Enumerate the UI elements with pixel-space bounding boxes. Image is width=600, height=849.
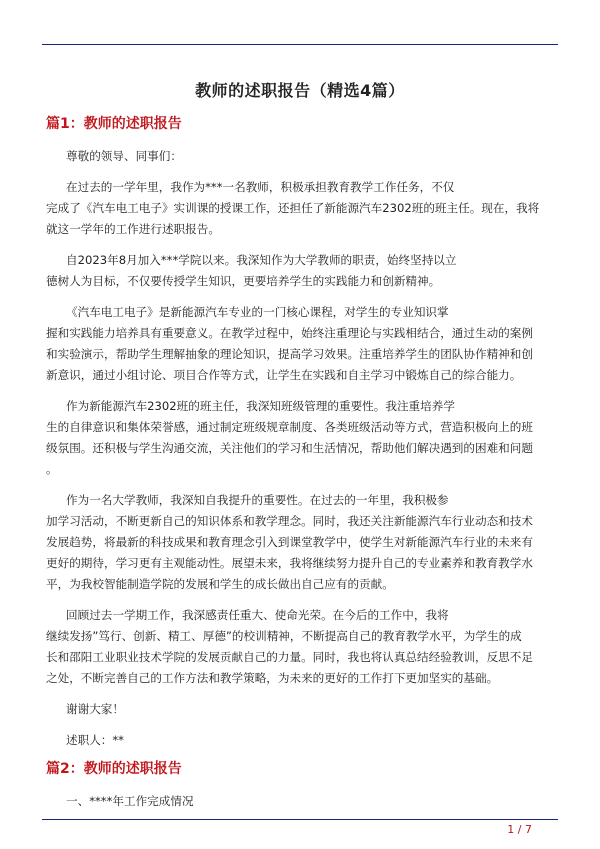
text-line: 发展趋势，将最新的科技成果和教育理念引入到课堂教学中，使学生对新能源汽车行业的未来有 xyxy=(46,535,533,549)
text-line: 自2023年8月加入***学院以来。我深知作为大学教师的职责，始终坚持以立 xyxy=(66,253,457,267)
text-line: 握和实践能力培养具有重要意义。在教学过程中，始终注重理论与实践相结合，通过生动的案例 xyxy=(46,326,533,340)
paragraph xyxy=(46,605,556,689)
text-line: 更好的期待，学习更有主观能动性。展望未来，我将继续努力提升自己的专业素养和教育教学水 xyxy=(46,556,533,570)
paragraph xyxy=(46,302,556,386)
text-line: 完成了《汽车电工电子》实训课的授课工作，还担任了新能源汽车2302班的班主任。现在，我将 xyxy=(46,201,540,215)
header-rule xyxy=(42,44,558,45)
text-line: 德树人为目标，不仅要传授学生知识，更要培养学生的实践能力和创新精神。 xyxy=(46,274,441,288)
signature-paragraph xyxy=(46,730,556,751)
text-line: 作为一名大学教师，我深知自我提升的重要性。在过去的一年里，我积极参 xyxy=(66,493,449,507)
text-line: 长和邵阳工业职业技术学院的发展贡献自己的力量。同时，我也将认真总结经验教训，反思不足 xyxy=(46,650,533,664)
page-number: 1 / 7 xyxy=(507,823,532,836)
text-line: 作为新能源汽车2302班的班主任，我深知班级管理的重要性。我注重培养学 xyxy=(66,399,455,413)
section-heading: 篇1：教师的述职报告 xyxy=(46,116,182,132)
text-line: 之处，不断完善自己的工作方法和教学策略，为未来的更好的工作打下更加坚实的基础。 xyxy=(46,671,499,685)
footer-rule xyxy=(42,819,558,820)
section-2 xyxy=(46,759,556,812)
salutation-paragraph xyxy=(46,146,556,167)
text-line: 述职人：** xyxy=(66,733,124,747)
text-line: 就这一学年的工作进行述职报告。 xyxy=(46,222,220,236)
text-line: 和实验演示，帮助学生理解抽象的理论知识，提高学习效果。注重培养学生的团队协作精神和创 xyxy=(46,347,533,361)
closing-paragraph xyxy=(46,699,556,720)
text-line: 《汽车电工电子》是新能源汽车专业的一门核心课程，对学生的专业知识掌 xyxy=(66,305,449,319)
text-line: 在过去的一学年里，我作为***一名教师，积极承担教育教学工作任务，不仅 xyxy=(66,180,455,194)
text-line: 继续发扬”笃行、创新、精工、厚德”的校训精神，不断提高自己的教育教学水平，为学生的成 xyxy=(46,629,522,643)
paragraph xyxy=(46,791,556,812)
text-line: 新意识，通过小组讨论、项目合作等方式，让学生在实践和自主学习中锻炼自己的综合能力。 xyxy=(46,368,522,382)
text-line: 谢谢大家！ xyxy=(66,702,124,716)
text-line: 尊敬的领导、同事们： xyxy=(66,149,182,163)
text-line: 加学习活动，不断更新自己的知识体系和教学理念。同时，我还关注新能源汽车行业动态和技术 xyxy=(46,514,533,528)
text-line: 平，为我校智能制造学院的发展和学生的成长做出自己应有的贡献。 xyxy=(46,577,394,591)
paragraph xyxy=(46,490,556,595)
text-line: 生的自律意识和集体荣誉感，通过制定班级规章制度、各类班级活动等方式，营造积极向上的班 xyxy=(46,420,533,434)
text-line: 。 xyxy=(46,462,58,476)
paragraph xyxy=(46,177,556,240)
paragraph xyxy=(46,396,556,480)
section-heading: 篇2：教师的述职报告 xyxy=(46,761,182,777)
text-line: 级氛围。还积极与学生沟通交流，关注他们的学习和生活情况，帮助他们解决遇到的困难和问题 xyxy=(46,441,533,455)
section-1 xyxy=(46,114,556,751)
text-line: 一、****年工作完成情况 xyxy=(66,794,194,808)
page-title: 教师的述职报告（精选4篇） xyxy=(195,81,405,100)
paragraph xyxy=(46,250,556,292)
text-line: 回顾过去一学期工作，我深感责任重大、使命光荣。在今后的工作中，我将 xyxy=(66,608,449,622)
document-body xyxy=(46,114,556,822)
